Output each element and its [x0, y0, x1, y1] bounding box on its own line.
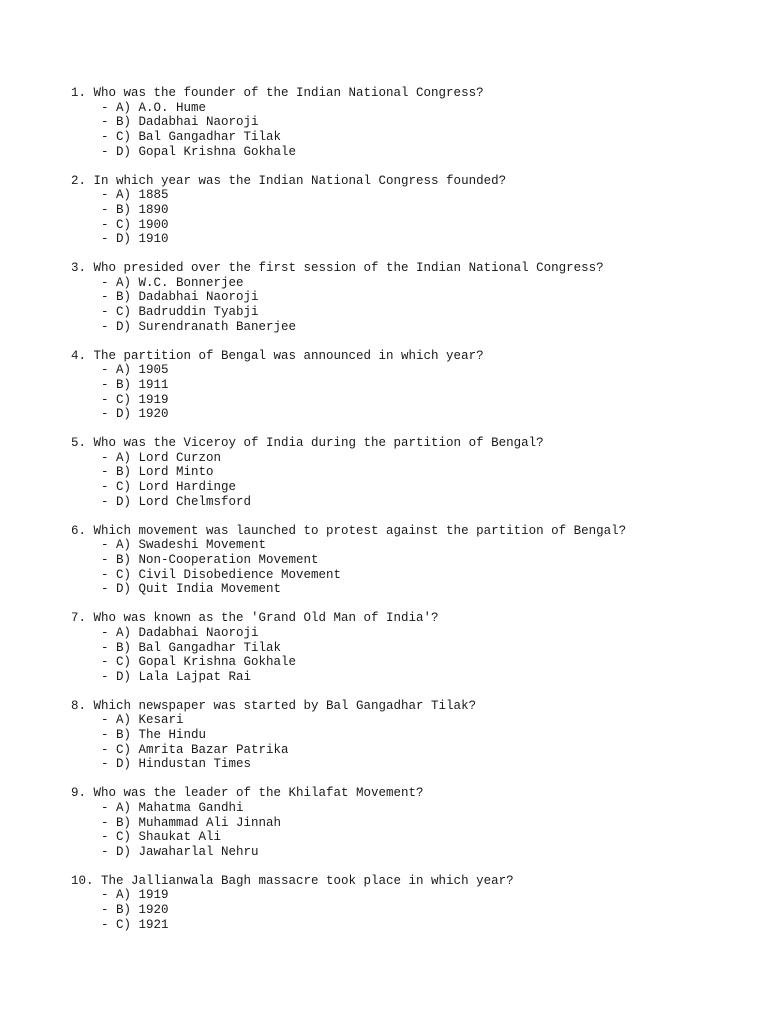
answer-option: - D) Jawaharlal Nehru	[101, 844, 259, 859]
question-block	[71, 436, 748, 510]
question-text: 1. Who was the founder of the Indian National Congress?	[71, 86, 484, 100]
answer-option: - A) Dadabhai Naoroji	[101, 625, 259, 640]
answer-option: - D) Lala Lajpat Rai	[101, 669, 252, 684]
answer-option: - C) 1921	[101, 917, 169, 932]
answer-option: - A) Mahatma Gandhi	[101, 800, 244, 815]
answer-option: - B) Dadabhai Naoroji	[101, 115, 259, 130]
answer-option: - C) 1919	[101, 392, 169, 407]
question-text: 8. Which newspaper was started by Bal Gangadhar Tilak?	[71, 698, 477, 713]
question-block	[71, 611, 748, 685]
answer-option: - B) Dadabhai Naoroji	[101, 290, 259, 305]
question-text: 2. In which year was the Indian National Congress founded?	[71, 173, 507, 188]
question-text: 10. The Jallianwala Bagh massacre took place in which year?	[71, 873, 514, 888]
answer-option: - D) Hindustan Times	[101, 757, 252, 772]
question-block	[71, 786, 748, 860]
answer-option: - C) Civil Disobedience Movement	[101, 567, 342, 582]
question-block	[71, 86, 748, 160]
question-text: 7. Who was known as the 'Grand Old Man of India'?	[71, 611, 439, 626]
question-block	[71, 174, 748, 248]
answer-option: - B) Bal Gangadhar Tilak	[101, 640, 282, 655]
answer-option: - A) 1885	[101, 188, 169, 203]
question-block	[71, 524, 748, 598]
question-text: 9. Who was the leader of the Khilafat Movement?	[71, 786, 424, 801]
answer-option: - A) 1919	[101, 888, 169, 903]
question-block	[71, 874, 748, 933]
answer-option: - D) 1920	[101, 407, 169, 422]
answer-option: - B) 1911	[101, 377, 169, 392]
answer-option: - B) Muhammad Ali Jinnah	[101, 815, 282, 830]
answer-option: - B) 1890	[101, 202, 169, 217]
answer-option: - A) Swadeshi Movement	[101, 538, 267, 553]
answer-option: - B) Lord Minto	[101, 465, 214, 480]
answer-option: - D) 1910	[101, 232, 169, 247]
answer-option: - C) Gopal Krishna Gokhale	[101, 655, 297, 670]
question-block	[71, 349, 748, 423]
question-text: 3. Who presided over the first session of the Indian National Congress?	[71, 261, 604, 276]
question-text: 6. Which movement was launched to protest against the partition of Bengal?	[71, 523, 627, 538]
question-text: 4. The partition of Bengal was announced in which year?	[71, 348, 484, 363]
answer-option: - A) W.C. Bonnerjee	[101, 275, 244, 290]
answer-option: - C) Lord Hardinge	[101, 480, 237, 495]
answer-option: - B) Non-Cooperation Movement	[101, 552, 319, 567]
answer-option: - C) Amrita Bazar Patrika	[101, 742, 289, 757]
answer-option: - D) Surendranath Banerjee	[101, 319, 297, 334]
answer-option: - C) 1900	[101, 217, 169, 232]
question-block	[71, 261, 748, 335]
answer-option: - C) Badruddin Tyabji	[101, 305, 259, 320]
answer-option: - A) 1905	[101, 363, 169, 378]
answer-option: - B) 1920	[101, 903, 169, 918]
answer-option: - A) Kesari	[101, 713, 184, 728]
answer-option: - C) Bal Gangadhar Tilak	[101, 130, 282, 145]
answer-option: - B) The Hindu	[101, 728, 207, 743]
answer-option: - D) Lord Chelmsford	[101, 494, 252, 509]
question-block	[71, 699, 748, 773]
answer-option: - A) Lord Curzon	[101, 450, 222, 465]
question-text: 5. Who was the Viceroy of India during the partition of Bengal?	[71, 436, 544, 451]
answer-option: - A) A.O. Hume	[101, 100, 207, 115]
question-list	[71, 86, 748, 946]
answer-option: - C) Shaukat Ali	[101, 830, 222, 845]
answer-option: - D) Gopal Krishna Gokhale	[101, 144, 297, 159]
answer-option: - D) Quit India Movement	[101, 582, 282, 597]
